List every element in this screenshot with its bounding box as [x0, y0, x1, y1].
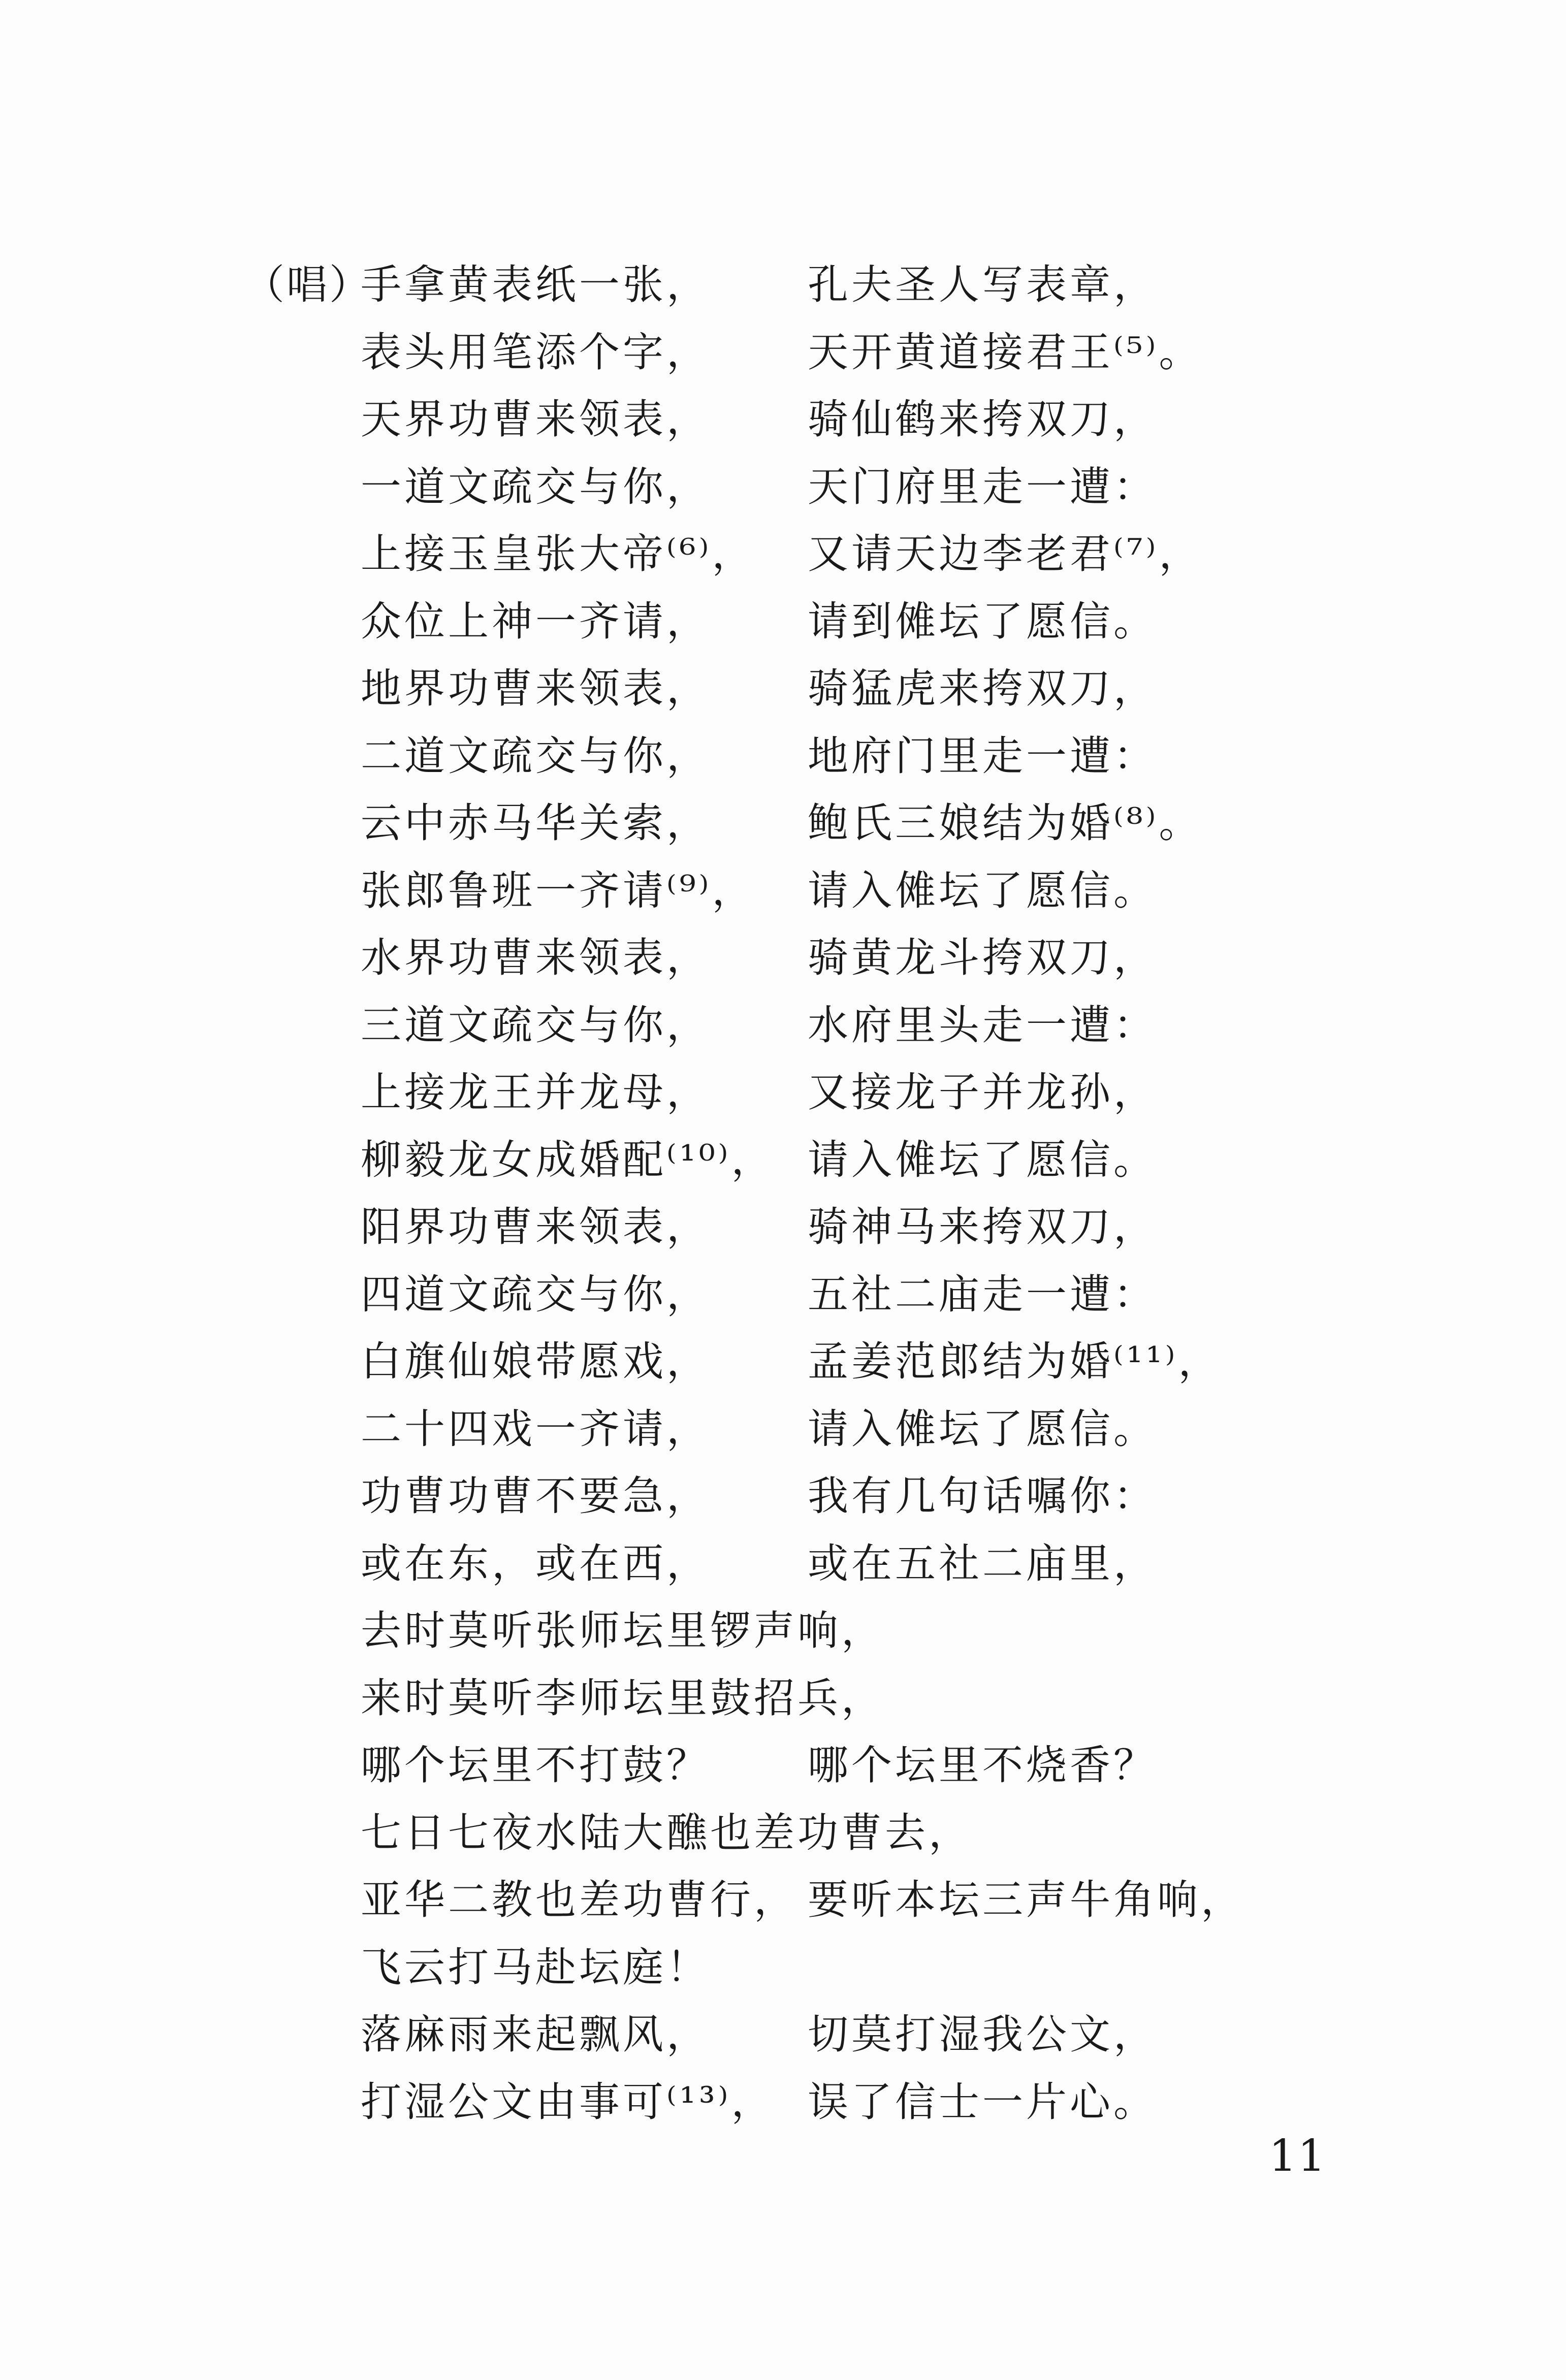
verse-line	[244, 1597, 1260, 1665]
verse-line	[244, 1328, 1260, 1396]
verse-left-half: 功曹功曹不要急，	[361, 1472, 710, 1520]
verse-line	[244, 319, 1260, 387]
verse-line	[244, 1732, 1260, 1799]
verse-full-line: 来时莫听李师坛里鼓招兵，	[361, 1674, 885, 1722]
verse-right-half: 切莫打湿我公文，	[808, 2011, 1157, 2058]
verse-right-half: 鲍氏三娘结为婚⁽⁸⁾。	[808, 799, 1203, 847]
verse-right-half: 孔夫圣人写表章，	[808, 261, 1157, 308]
verse-left-half: 上接龙王并龙母，	[361, 1069, 710, 1116]
verse-left-half: 云中赤马华关索，	[361, 799, 710, 847]
verse-line	[244, 454, 1260, 521]
verse-left-half: 众位上神一齐请，	[361, 597, 710, 645]
verse-left-half: 地界功曹来领表，	[361, 665, 710, 712]
speaker-tag: （唱）	[244, 261, 372, 308]
verse-right-half: 又请天边李老君⁽⁷⁾，	[808, 530, 1203, 577]
verse-line	[244, 655, 1260, 723]
verse-line	[244, 588, 1260, 656]
verse-right-half: 天门府里走一遭：	[808, 463, 1157, 510]
verse-right-half: 我有几句话嘱你：	[808, 1472, 1157, 1520]
verse-right-half: 又接龙子并龙孙，	[808, 1069, 1157, 1116]
verse-line	[244, 1127, 1260, 1194]
verse-line	[244, 924, 1260, 992]
verse-left-half: 二十四戏一齐请，	[361, 1405, 710, 1453]
verse-line	[244, 1799, 1260, 1867]
verse-right-half: 地府门里走一遭：	[808, 732, 1157, 780]
verse-left-half: 手拿黄表纸一张，	[361, 261, 710, 308]
verse-left-half: 落麻雨来起飘风，	[361, 2011, 710, 2058]
verse-left-half: 表头用笔添个字，	[361, 328, 710, 376]
verse-full-line: 去时莫听张师坛里锣声响，	[361, 1607, 885, 1654]
verse-left-half: 白旗仙娘带愿戏，	[361, 1338, 710, 1385]
verse-right-half: 天开黄道接君王⁽⁵⁾。	[808, 328, 1203, 376]
verse-left-half: 亚华二教也差功曹行，	[361, 1876, 797, 1923]
verse-right-half: 请入傩坛了愿信。	[808, 1136, 1157, 1183]
verse-line	[244, 992, 1260, 1059]
verse-left-half: 柳毅龙女成婚配⁽¹⁰⁾，	[361, 1136, 775, 1183]
verse-line	[244, 1867, 1260, 1934]
verse-right-half: 五社二庙走一遭：	[808, 1270, 1157, 1318]
verse-line	[244, 1396, 1260, 1463]
verse-right-half: 要听本坛三声牛角响，	[808, 1876, 1244, 1923]
verse-right-half: 请入傩坛了愿信。	[808, 866, 1157, 914]
verse-left-half: 张郎鲁班一齐请⁽⁹⁾，	[361, 866, 756, 914]
verse-left-half: 哪个坛里不打鼓？	[361, 1742, 710, 1789]
page-number: 11	[1269, 2131, 1327, 2181]
verse-right-half: 孟姜范郎结为婚⁽¹¹⁾，	[808, 1338, 1222, 1385]
verse-line	[244, 386, 1260, 454]
verse-line	[244, 1934, 1260, 2002]
verse-line	[244, 1261, 1260, 1329]
verse-line	[244, 1059, 1260, 1127]
verse-left-half: 或在东，或在西，	[361, 1539, 710, 1587]
verse-line	[244, 2001, 1260, 2069]
verse-right-half: 水府里头走一遭：	[808, 1001, 1157, 1049]
verse-left-half: 三道文疏交与你，	[361, 1001, 710, 1049]
verse-left-half: 阳界功曹来领表，	[361, 1203, 710, 1250]
verse-block	[244, 251, 1260, 2136]
verse-left-half: 打湿公文由事可⁽¹³⁾，	[361, 2078, 775, 2126]
verse-line	[244, 857, 1260, 925]
verse-left-half: 一道文疏交与你，	[361, 463, 710, 510]
verse-right-half: 请到傩坛了愿信。	[808, 597, 1157, 645]
verse-right-half: 请入傩坛了愿信。	[808, 1405, 1157, 1453]
verse-right-half: 或在五社二庙里，	[808, 1539, 1157, 1587]
verse-right-half: 骑神马来挎双刀，	[808, 1203, 1157, 1250]
verse-left-half: 四道文疏交与你，	[361, 1270, 710, 1318]
verse-right-half: 哪个坛里不烧香？	[808, 1742, 1157, 1789]
verse-line	[244, 1530, 1260, 1598]
verse-full-line: 七日七夜水陆大醮也差功曹去，	[361, 1809, 972, 1856]
verse-line	[244, 1194, 1260, 1261]
verse-right-half: 骑黄龙斗挎双刀，	[808, 934, 1157, 981]
verse-left-half: 水界功曹来领表，	[361, 934, 710, 981]
verse-left-half: 二道文疏交与你，	[361, 732, 710, 780]
verse-line	[244, 521, 1260, 588]
verse-line	[244, 723, 1260, 790]
verse-left-half: 飞云打马赴坛庭！	[361, 1943, 710, 1991]
verse-line	[244, 1665, 1260, 1732]
verse-line	[244, 1463, 1260, 1530]
verse-right-half: 骑仙鹤来挎双刀，	[808, 396, 1157, 443]
verse-line	[244, 251, 1260, 319]
verse-right-half: 骑猛虎来挎双刀，	[808, 665, 1157, 712]
verse-line	[244, 790, 1260, 857]
verse-left-half: 天界功曹来领表，	[361, 396, 710, 443]
verse-right-half: 误了信士一片心。	[808, 2078, 1157, 2126]
verse-line	[244, 2069, 1260, 2136]
verse-left-half: 上接玉皇张大帝⁽⁶⁾，	[361, 530, 756, 577]
